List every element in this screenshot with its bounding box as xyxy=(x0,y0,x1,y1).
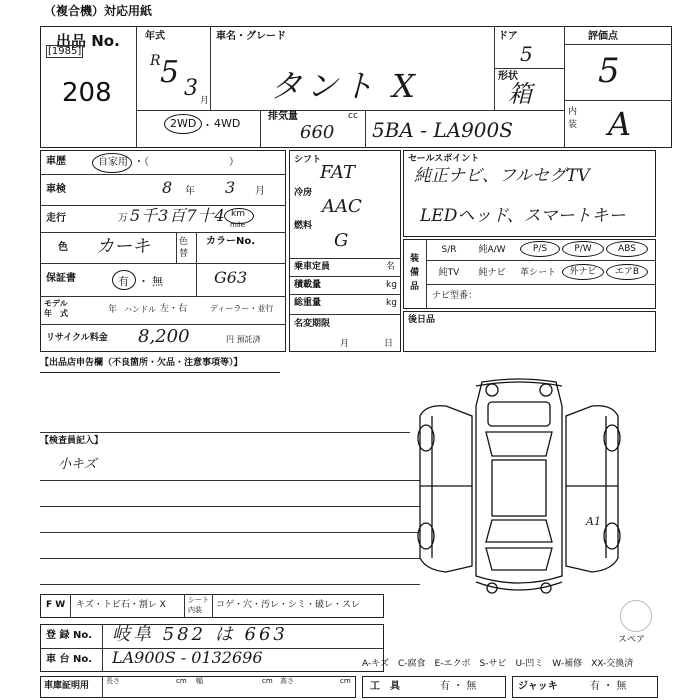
registration-value: 岐阜 582 は 663 xyxy=(112,624,288,645)
grade-value: 5 xyxy=(598,51,620,91)
chassis-value: LA900S - 0132696 xyxy=(112,648,263,667)
fw-text: キズ・トビ石・割レ X xyxy=(76,600,166,610)
model-year-dealer: ディーラー・並行 xyxy=(210,304,274,313)
inspector-note: 小キズ xyxy=(58,457,97,472)
model-year-label-top: モデル xyxy=(44,299,68,308)
weight-unit: kg xyxy=(386,298,397,308)
tools-label: 工 具 xyxy=(370,681,400,692)
cert-width-unit: cm xyxy=(262,677,273,685)
cert-length-unit: cm xyxy=(176,677,187,685)
fw-sheet-bottom: 内装 xyxy=(188,606,202,614)
fw-label: F W xyxy=(46,600,66,610)
color-label: 色 xyxy=(58,242,68,253)
ac-value: AAC xyxy=(322,196,362,217)
exhibitor-notes-label: 【出品店申告欄（不良箇所・欠品・注意事項等）】 xyxy=(40,358,243,368)
tools-value: 有 ・ 無 xyxy=(440,681,477,692)
equipment-leather: 革シート xyxy=(519,268,556,278)
drive-sep: ・ xyxy=(202,119,213,132)
displacement-label: 排気量 xyxy=(268,111,298,122)
cert-width: 幅 xyxy=(196,677,203,685)
doors-label: ドア xyxy=(498,31,518,42)
capacity-label: 乗車定員 xyxy=(294,262,331,272)
inspection-month: 3 xyxy=(225,178,236,197)
year-era: R xyxy=(150,53,161,69)
shift-label: シフト xyxy=(294,155,322,165)
history-rest: ・（ ） xyxy=(134,157,239,168)
equipment-alloy: 純A/W xyxy=(478,245,506,255)
recycle-unit: 円 預託済 xyxy=(226,335,261,344)
inspection-label: 車検 xyxy=(46,184,66,195)
equipment-pw: P/W xyxy=(562,241,604,257)
fuel-label: 燃料 xyxy=(294,221,313,231)
year-month-suffix: 月 xyxy=(200,96,210,106)
ac-label: 冷房 xyxy=(294,188,313,198)
fw-sheet-top: シート xyxy=(188,596,209,604)
jack-label: ジャッキ xyxy=(518,681,558,692)
form-title: （複合機）対応用紙 xyxy=(44,4,153,18)
model-year-suffix: 年 xyxy=(108,305,118,315)
grade-label: 評価点 xyxy=(588,31,618,42)
cert-height-unit: cm xyxy=(340,677,351,685)
equipment-tv: 純TV xyxy=(438,268,460,278)
mileage-value: 5千3百7十4 xyxy=(130,206,226,225)
car-damage-diagram xyxy=(412,376,626,608)
deadline-label: 名変期限 xyxy=(294,319,331,329)
model-year-handle: ハンドル xyxy=(124,305,156,314)
color-code-value: G63 xyxy=(214,268,248,287)
lot-number: 208 xyxy=(62,78,112,108)
year-value: 5 xyxy=(160,55,180,90)
mileage-label: 走行 xyxy=(46,213,66,224)
cert-height: 高さ xyxy=(280,677,294,685)
sales-point-line1: 純正ナビ、フルセグTV xyxy=(414,166,590,186)
inspector-label: 【検査員記入】 xyxy=(40,436,104,446)
sales-point-line2: LEDヘッド、スマートキー xyxy=(420,206,626,226)
payload-unit: kg xyxy=(386,280,397,290)
diagram-mark: A1 xyxy=(586,515,601,528)
spare-label: スペア xyxy=(618,635,646,645)
model-year-label-bottom: 年 式 xyxy=(44,309,68,318)
equipment-airbag: エアB xyxy=(606,264,648,280)
payload-label: 積載量 xyxy=(294,280,322,290)
warranty-label: 保証書 xyxy=(46,273,76,284)
after-market-label: 後日品 xyxy=(408,315,436,325)
model-year-lr: 左・右 xyxy=(160,304,188,314)
inspection-year-suffix: 年 xyxy=(185,186,195,197)
damage-legend: A-キズ C-腐食 E-エクボ S-サビ U-凹ミ W-補修 XX-交換済 xyxy=(362,659,634,669)
interior-label: 内装 xyxy=(568,107,578,130)
year-label: 年式 xyxy=(145,31,165,42)
sales-point-label: セールスポイント xyxy=(408,154,480,164)
spare-tire-icon xyxy=(620,600,652,632)
deadline-day: 日 xyxy=(384,339,394,349)
cert-length: 長さ xyxy=(106,677,120,685)
warranty-no: 無 xyxy=(152,275,163,288)
equipment-abs: ABS xyxy=(606,241,648,257)
after-market-block xyxy=(403,311,656,352)
equipment-nav: 純ナビ xyxy=(478,268,506,278)
drive-2wd: 2WD xyxy=(170,117,197,130)
inspection-month-suffix: 月 xyxy=(255,186,265,197)
car-name-value: タント X xyxy=(270,67,419,105)
recycle-value: 8,200 xyxy=(138,326,190,347)
cert-label: 車庫証明用 xyxy=(44,681,90,691)
weight-label: 総重量 xyxy=(294,298,322,308)
equipment-nav-label: ナビ型番： xyxy=(432,291,478,301)
mileage-unit2: mile xyxy=(230,221,246,229)
model-code: 5BA - LA900S xyxy=(372,118,513,142)
lot-label: 出品 No. xyxy=(56,32,120,50)
history-label: 車歴 xyxy=(46,156,66,167)
car-name-label: 車名・グレード xyxy=(216,31,286,42)
deadline-month: 月 xyxy=(340,339,350,349)
shape-label: 形状 xyxy=(498,71,518,82)
inspection-year: 8 xyxy=(162,178,173,197)
equipment-ext-nav: 外ナビ xyxy=(562,264,604,280)
mileage-unit: km xyxy=(231,209,245,219)
equipment-label: 装備品 xyxy=(410,254,420,292)
shift-value: FAT xyxy=(320,162,355,183)
chassis-label: 車 台 No. xyxy=(46,654,93,665)
warranty-yes: 有 xyxy=(118,275,129,288)
displacement-unit: cc xyxy=(348,111,358,121)
equipment-sr: S/R xyxy=(441,245,457,255)
color-value: カーキ xyxy=(96,236,150,257)
mileage-man: 万 xyxy=(118,213,128,224)
doors-value: 5 xyxy=(520,42,533,66)
equipment-ps: P/S xyxy=(520,241,560,257)
registration-label: 登 録 No. xyxy=(46,630,93,641)
jack-value: 有 ・ 無 xyxy=(590,681,627,692)
color-code-label: カラーNo. xyxy=(206,236,256,247)
year-month: 3 xyxy=(184,76,198,101)
warranty-dot: ・ xyxy=(138,275,149,288)
displacement-value: 660 xyxy=(300,122,335,143)
capacity-unit: 名 xyxy=(386,262,396,272)
history-selected: 自家用 xyxy=(98,157,128,168)
shape-value: 箱 xyxy=(508,80,532,108)
interior-value: A xyxy=(608,105,632,143)
recycle-label: リサイクル料金 xyxy=(46,333,108,343)
fw-text2: コゲ・穴・汚レ・シミ・破レ・スレ xyxy=(216,600,361,610)
drive-4wd: 4WD xyxy=(214,117,241,130)
color-change-label: 色替 xyxy=(179,237,189,259)
fuel-value: G xyxy=(334,230,349,251)
lot-box-code: [1985] xyxy=(48,46,82,57)
